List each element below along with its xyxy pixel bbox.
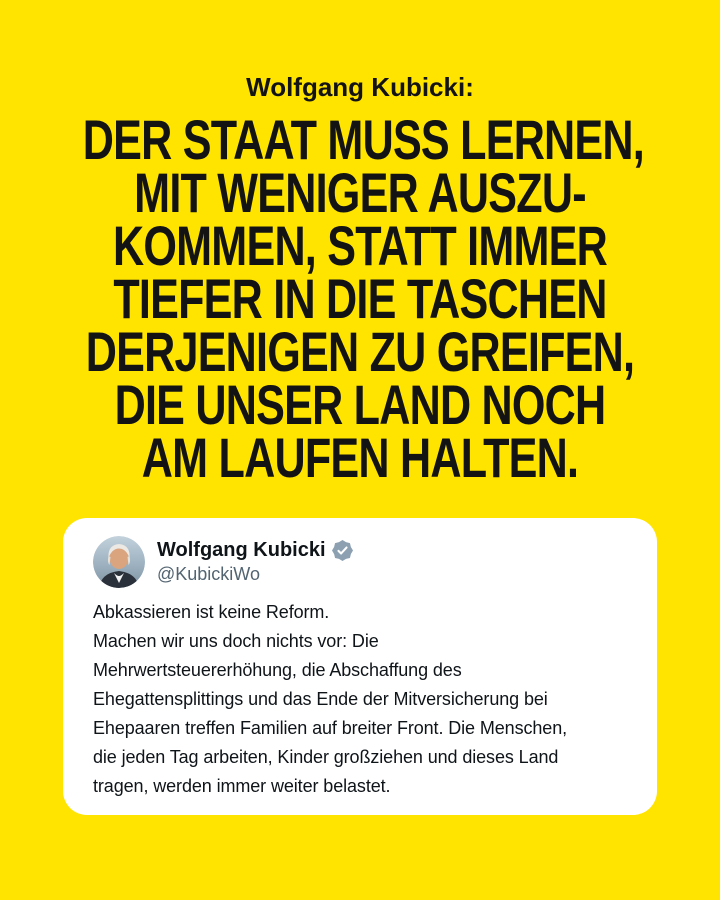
tweet-header bbox=[93, 536, 627, 588]
tweet-text-line: Ehegattensplittings und das Ende der Mitversicherung bei bbox=[93, 689, 548, 709]
quote-headline-line: DER STAAT MUSS LERNEN, bbox=[82, 108, 645, 171]
author-block bbox=[157, 538, 353, 586]
quote-headline-line: DIE UNSER LAND NOCH bbox=[114, 373, 606, 436]
tweet-text bbox=[93, 598, 627, 801]
tweet-text-line: Mehrwertsteuererhöhung, die Abschaffung des bbox=[93, 660, 462, 680]
quote-headline-line: KOMMEN, STATT IMMER bbox=[113, 214, 607, 277]
author-handle: @KubickiWo bbox=[157, 564, 260, 584]
tweet-text-line: Machen wir uns doch nichts vor: Die bbox=[93, 631, 379, 651]
quote-attribution: Wolfgang Kubicki: bbox=[246, 72, 474, 102]
quote-headline bbox=[82, 108, 645, 489]
verified-badge-icon bbox=[332, 540, 353, 561]
author-name: Wolfgang Kubicki bbox=[157, 539, 326, 561]
tweet-text-line: die jeden Tag arbeiten, Kinder großziehen und dieses Land bbox=[93, 747, 559, 767]
quote-headline-line: AM LAUFEN HALTEN. bbox=[141, 426, 579, 489]
tweet-text-line: Ehepaaren treffen Familien auf breiter Front. Die Menschen, bbox=[93, 718, 568, 738]
tweet-card bbox=[63, 518, 657, 815]
author-name-row bbox=[157, 538, 353, 562]
quote-headline-line: TIEFER IN DIE TASCHEN bbox=[113, 267, 607, 330]
quote-headline-line: MIT WENIGER AUSZU- bbox=[134, 161, 586, 224]
avatar bbox=[93, 536, 145, 588]
tweet-text-line: tragen, werden immer weiter belastet. bbox=[93, 776, 391, 796]
tweet-text-line: Abkassieren ist keine Reform. bbox=[93, 602, 330, 622]
quote-headline-line: DERJENIGEN ZU GREIFEN, bbox=[85, 320, 635, 383]
